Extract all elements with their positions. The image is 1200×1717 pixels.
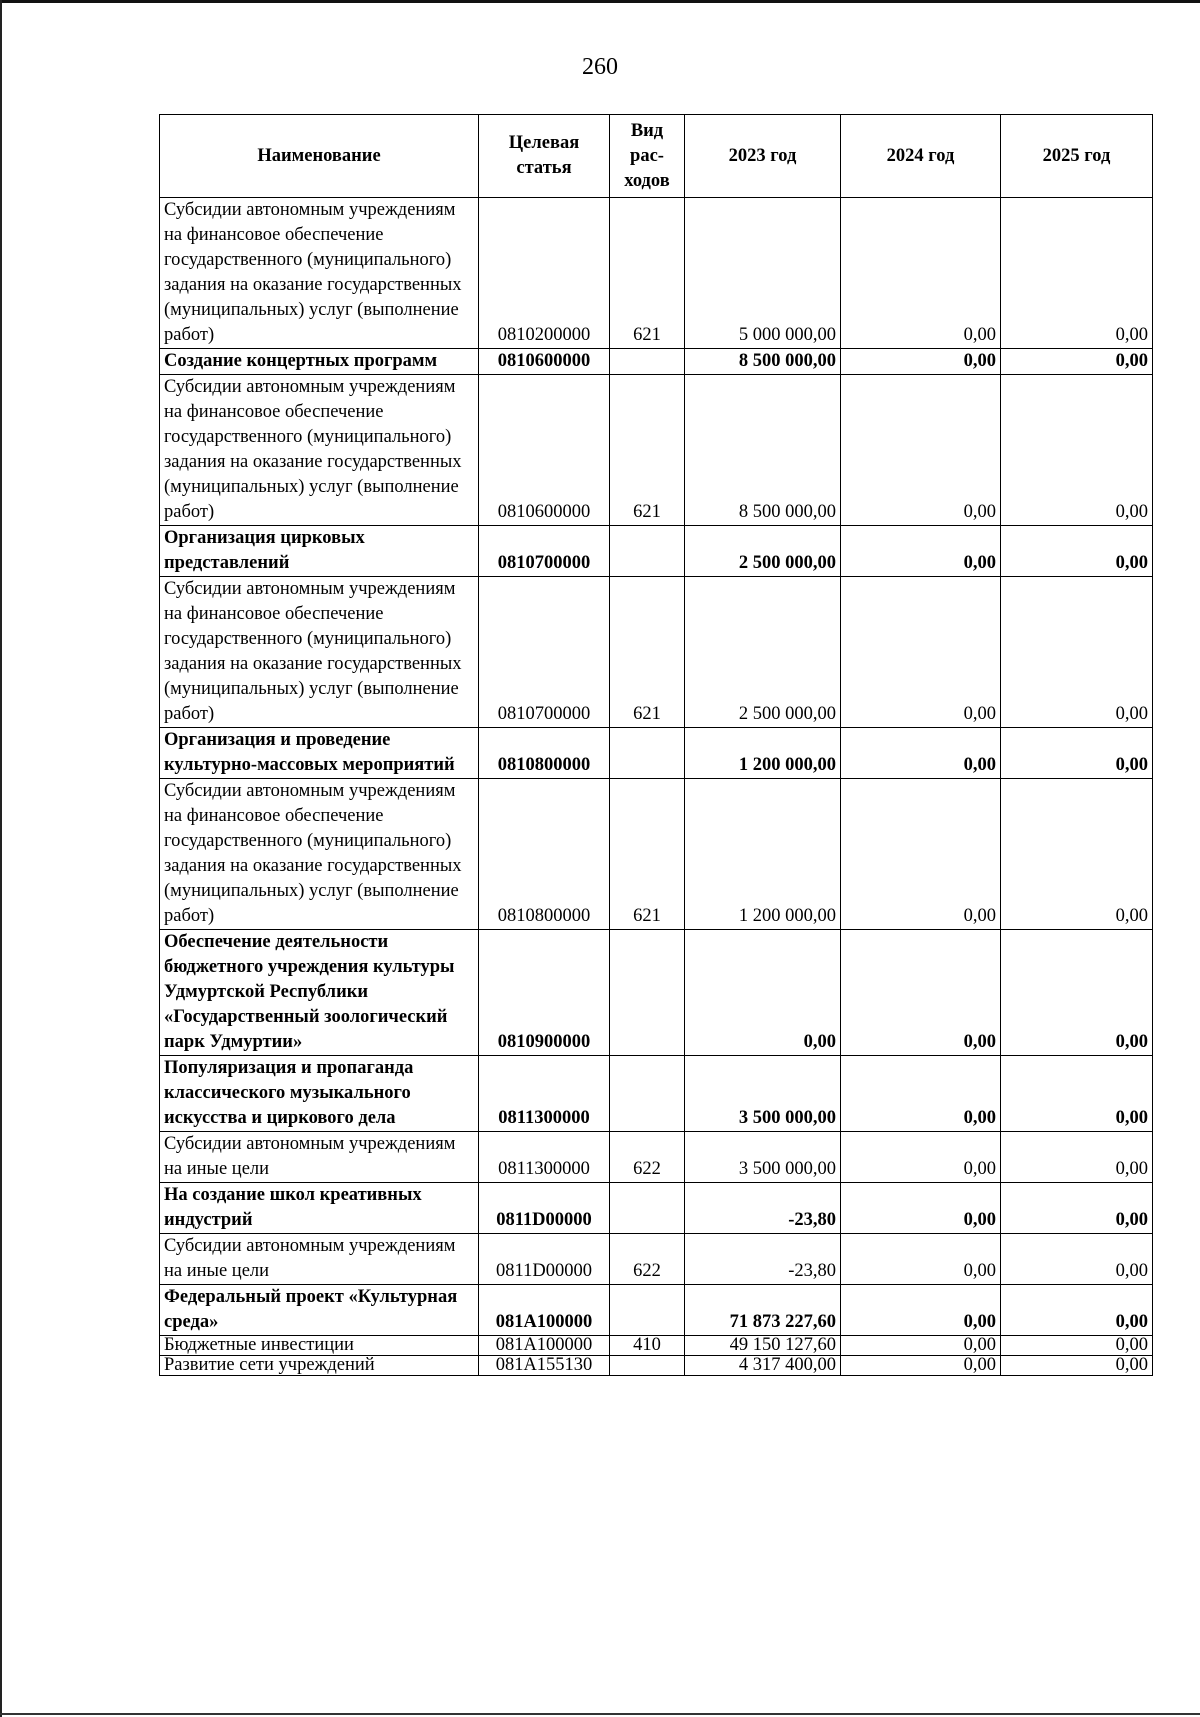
cell-2023: 0,00 [685, 930, 841, 1056]
cell-2023: 8 500 000,00 [685, 375, 841, 526]
cell-2025: 0,00 [1001, 1356, 1153, 1376]
cell-2023: 2 500 000,00 [685, 577, 841, 728]
cell-kind: 621 [610, 375, 685, 526]
table-row [160, 349, 1153, 375]
cell-kind [610, 1285, 685, 1336]
cell-code: 081A100000 [479, 1336, 610, 1356]
budget-table [159, 114, 1153, 1376]
cell-kind [610, 728, 685, 779]
cell-code: 0811300000 [479, 1132, 610, 1183]
cell-kind [610, 349, 685, 375]
cell-kind [610, 1183, 685, 1234]
cell-2025: 0,00 [1001, 577, 1153, 728]
cell-2023: 3 500 000,00 [685, 1132, 841, 1183]
cell-name: Субсидии автономным учреждениям на иные цели [160, 1132, 479, 1183]
cell-name: Развитие сети учреждений [160, 1356, 479, 1376]
scan-edge-left [0, 0, 2, 1717]
cell-code: 0810800000 [479, 779, 610, 930]
cell-2023: 71 873 227,60 [685, 1285, 841, 1336]
cell-name: Субсидии автономным учреждениям на финансовое обеспечение государственного (муниципального) задания на оказание государственных (муниципальных) услуг (выполнение работ) [160, 198, 479, 349]
cell-2024: 0,00 [841, 1183, 1001, 1234]
cell-kind [610, 1056, 685, 1132]
table-row [160, 1234, 1153, 1285]
cell-kind: 622 [610, 1132, 685, 1183]
table-row [160, 1183, 1153, 1234]
table-row [160, 930, 1153, 1056]
cell-kind [610, 930, 685, 1056]
header-code: Целевая статья [479, 115, 610, 198]
table-row [160, 779, 1153, 930]
cell-name: На создание школ креативных индустрий [160, 1183, 479, 1234]
cell-2025: 0,00 [1001, 1132, 1153, 1183]
cell-name: Субсидии автономным учреждениям на финансовое обеспечение государственного (муниципального) задания на оказание государственных (муниципальных) услуг (выполнение работ) [160, 577, 479, 728]
cell-name: Субсидии автономным учреждениям на финансовое обеспечение государственного (муниципального) задания на оказание государственных (муниципальных) услуг (выполнение работ) [160, 779, 479, 930]
table-row [160, 198, 1153, 349]
table-row [160, 526, 1153, 577]
cell-2023: 2 500 000,00 [685, 526, 841, 577]
cell-2024: 0,00 [841, 779, 1001, 930]
cell-2025: 0,00 [1001, 1056, 1153, 1132]
cell-code: 0811D00000 [479, 1183, 610, 1234]
header-name: Наименование [160, 115, 479, 198]
cell-code: 0810600000 [479, 375, 610, 526]
cell-2025: 0,00 [1001, 349, 1153, 375]
cell-2025: 0,00 [1001, 779, 1153, 930]
cell-kind [610, 1356, 685, 1376]
header-2023: 2023 год [685, 115, 841, 198]
cell-2024: 0,00 [841, 198, 1001, 349]
cell-2025: 0,00 [1001, 1336, 1153, 1356]
cell-2025: 0,00 [1001, 375, 1153, 526]
cell-2025: 0,00 [1001, 526, 1153, 577]
cell-2025: 0,00 [1001, 198, 1153, 349]
cell-kind: 621 [610, 779, 685, 930]
cell-code: 0811300000 [479, 1056, 610, 1132]
cell-name: Обеспечение деятельности бюджетного учреждения культуры Удмуртской Республики «Государственный зоологический парк Удмуртии» [160, 930, 479, 1056]
cell-2024: 0,00 [841, 1056, 1001, 1132]
cell-2023: 8 500 000,00 [685, 349, 841, 375]
cell-2024: 0,00 [841, 349, 1001, 375]
table-row [160, 728, 1153, 779]
cell-code: 0810700000 [479, 526, 610, 577]
cell-2023: 3 500 000,00 [685, 1056, 841, 1132]
cell-2024: 0,00 [841, 728, 1001, 779]
table-header-row [160, 115, 1153, 198]
cell-2023: 49 150 127,60 [685, 1336, 841, 1356]
cell-code: 0811D00000 [479, 1234, 610, 1285]
cell-name: Организация цирковых представлений [160, 526, 479, 577]
table-row [160, 375, 1153, 526]
cell-2023: 5 000 000,00 [685, 198, 841, 349]
cell-kind: 622 [610, 1234, 685, 1285]
cell-2025: 0,00 [1001, 1183, 1153, 1234]
cell-2024: 0,00 [841, 1132, 1001, 1183]
cell-code: 0810600000 [479, 349, 610, 375]
table-row [160, 1336, 1153, 1356]
cell-kind: 410 [610, 1336, 685, 1356]
header-2024: 2024 год [841, 115, 1001, 198]
cell-code: 081A100000 [479, 1285, 610, 1336]
cell-code: 0810900000 [479, 930, 610, 1056]
cell-2025: 0,00 [1001, 728, 1153, 779]
cell-name: Популяризация и пропаганда классического музыкального искусства и циркового дела [160, 1056, 479, 1132]
cell-name: Организация и проведение культурно-массовых мероприятий [160, 728, 479, 779]
cell-2025: 0,00 [1001, 1234, 1153, 1285]
table-row [160, 577, 1153, 728]
table-row [160, 1285, 1153, 1336]
cell-2023: -23,80 [685, 1234, 841, 1285]
cell-kind: 621 [610, 577, 685, 728]
cell-code: 0810700000 [479, 577, 610, 728]
cell-2023: -23,80 [685, 1183, 841, 1234]
scan-edge-bottom [0, 1713, 1200, 1715]
cell-2024: 0,00 [841, 577, 1001, 728]
table-row [160, 1356, 1153, 1376]
cell-2024: 0,00 [841, 1234, 1001, 1285]
cell-2024: 0,00 [841, 1285, 1001, 1336]
cell-2023: 1 200 000,00 [685, 779, 841, 930]
cell-code: 0810200000 [479, 198, 610, 349]
cell-name: Субсидии автономным учреждениям на иные цели [160, 1234, 479, 1285]
cell-2024: 0,00 [841, 526, 1001, 577]
table-row [160, 1056, 1153, 1132]
cell-code: 081A155130 [479, 1356, 610, 1376]
cell-name: Федеральный проект «Культурная среда» [160, 1285, 479, 1336]
cell-2024: 0,00 [841, 375, 1001, 526]
cell-2023: 1 200 000,00 [685, 728, 841, 779]
scan-edge-top [0, 0, 1200, 3]
cell-2024: 0,00 [841, 1356, 1001, 1376]
cell-kind: 621 [610, 198, 685, 349]
cell-name: Создание концертных программ [160, 349, 479, 375]
cell-kind [610, 526, 685, 577]
cell-2023: 4 317 400,00 [685, 1356, 841, 1376]
cell-name: Бюджетные инвестиции [160, 1336, 479, 1356]
cell-code: 0810800000 [479, 728, 610, 779]
table-row [160, 1132, 1153, 1183]
header-2025: 2025 год [1001, 115, 1153, 198]
header-kind: Вид рас- ходов [610, 115, 685, 198]
cell-2025: 0,00 [1001, 930, 1153, 1056]
cell-name: Субсидии автономным учреждениям на финансовое обеспечение государственного (муниципального) задания на оказание государственных (муниципальных) услуг (выполнение работ) [160, 375, 479, 526]
cell-2024: 0,00 [841, 930, 1001, 1056]
cell-2024: 0,00 [841, 1336, 1001, 1356]
page-number: 260 [582, 54, 618, 80]
cell-2025: 0,00 [1001, 1285, 1153, 1336]
